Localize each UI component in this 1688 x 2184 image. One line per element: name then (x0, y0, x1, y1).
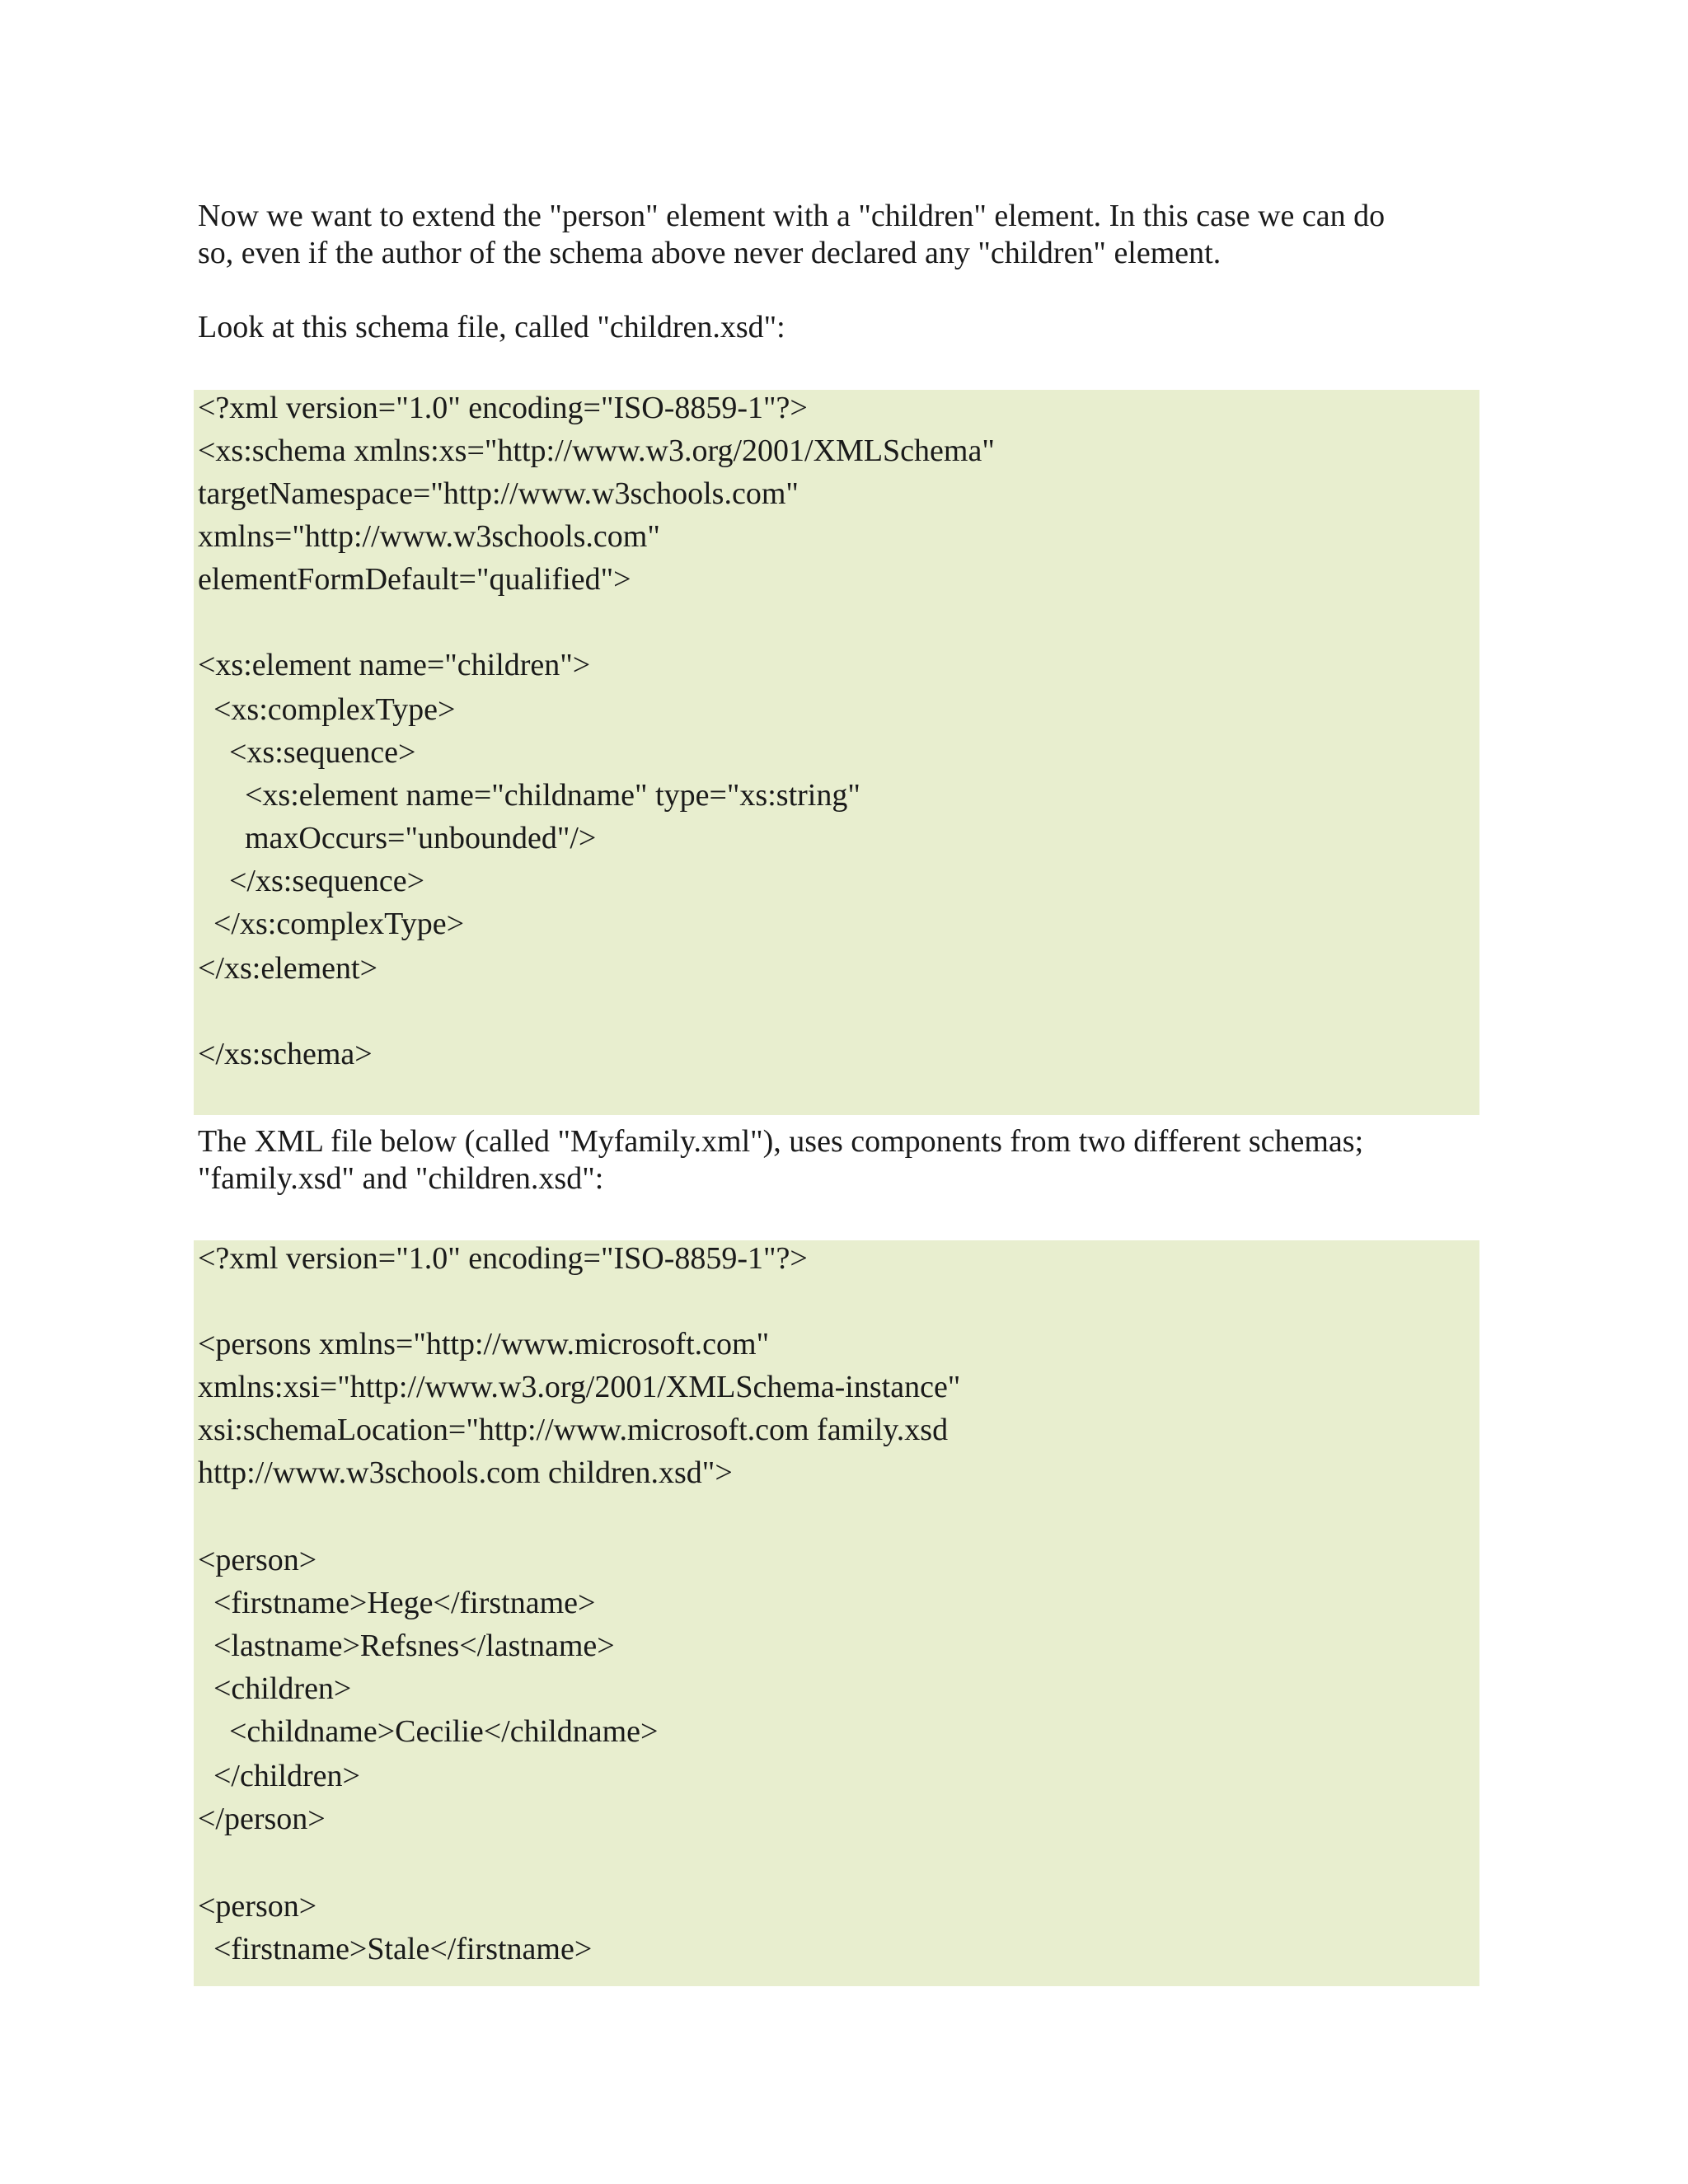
code-line: xmlns:xsi="http://www.w3.org/2001/XMLSchema-instance" (198, 1370, 961, 1404)
code-line: <xs:sequence> (198, 735, 416, 770)
code-line: <person> (198, 1889, 317, 1924)
code-line: maxOccurs="unbounded"/> (198, 821, 597, 855)
code-line: elementFormDefault="qualified"> (198, 562, 631, 597)
code-line: <xs:element name="children"> (198, 648, 591, 682)
code-line: xsi:schemaLocation="http://www.microsoft.com family.xsd (198, 1413, 949, 1447)
children-xsd-code-block (194, 390, 1479, 1115)
code-line: <persons xmlns="http://www.microsoft.com" (198, 1327, 770, 1361)
code-line: <lastname>Refsnes</lastname> (198, 1629, 615, 1663)
myfamily-xml-code-block (194, 1240, 1479, 1986)
code-line: <xs:element name="childname" type="xs:string" (198, 778, 860, 813)
code-line: <children> (198, 1671, 352, 1706)
code-line: </person> (198, 1802, 326, 1836)
code-line: </xs:element> (198, 951, 378, 986)
xml-file-line-1: The XML file below (called "Myfamily.xml"), uses components from two different schemas; (198, 1124, 1364, 1159)
code-line: </children> (198, 1759, 360, 1793)
code-line: <firstname>Stale</firstname> (198, 1932, 593, 1966)
code-line: <childname>Cecilie</childname> (198, 1714, 659, 1749)
xml-file-paragraph (198, 1123, 1451, 1197)
schema-file-intro (198, 309, 1451, 346)
code-line: </xs:schema> (198, 1037, 373, 1071)
code-line: xmlns="http://www.w3schools.com" (198, 519, 660, 554)
schema-file-intro-line: Look at this schema file, called "children.xsd": (198, 310, 785, 344)
xml-file-line-2: "family.xsd" and "children.xsd": (198, 1161, 604, 1196)
code-line: <?xml version="1.0" encoding="ISO-8859-1"?> (198, 391, 808, 425)
code-line: </xs:sequence> (198, 864, 425, 898)
code-line: <xs:complexType> (198, 692, 456, 727)
code-line: </xs:complexType> (198, 907, 465, 941)
code-line: <firstname>Hege</firstname> (198, 1586, 596, 1620)
intro-paragraph (198, 198, 1451, 272)
intro-line-2: so, even if the author of the schema above never declared any "children" element. (198, 236, 1221, 270)
code-line: <?xml version="1.0" encoding="ISO-8859-1"?> (198, 1241, 808, 1276)
code-line: http://www.w3schools.com children.xsd"> (198, 1455, 733, 1490)
code-line: <person> (198, 1543, 317, 1577)
code-line: targetNamespace="http://www.w3schools.com" (198, 476, 799, 511)
intro-line-1: Now we want to extend the "person" element with a "children" element. In this case we can do (198, 199, 1386, 233)
code-line: <xs:schema xmlns:xs="http://www.w3.org/2001/XMLSchema" (198, 434, 995, 468)
